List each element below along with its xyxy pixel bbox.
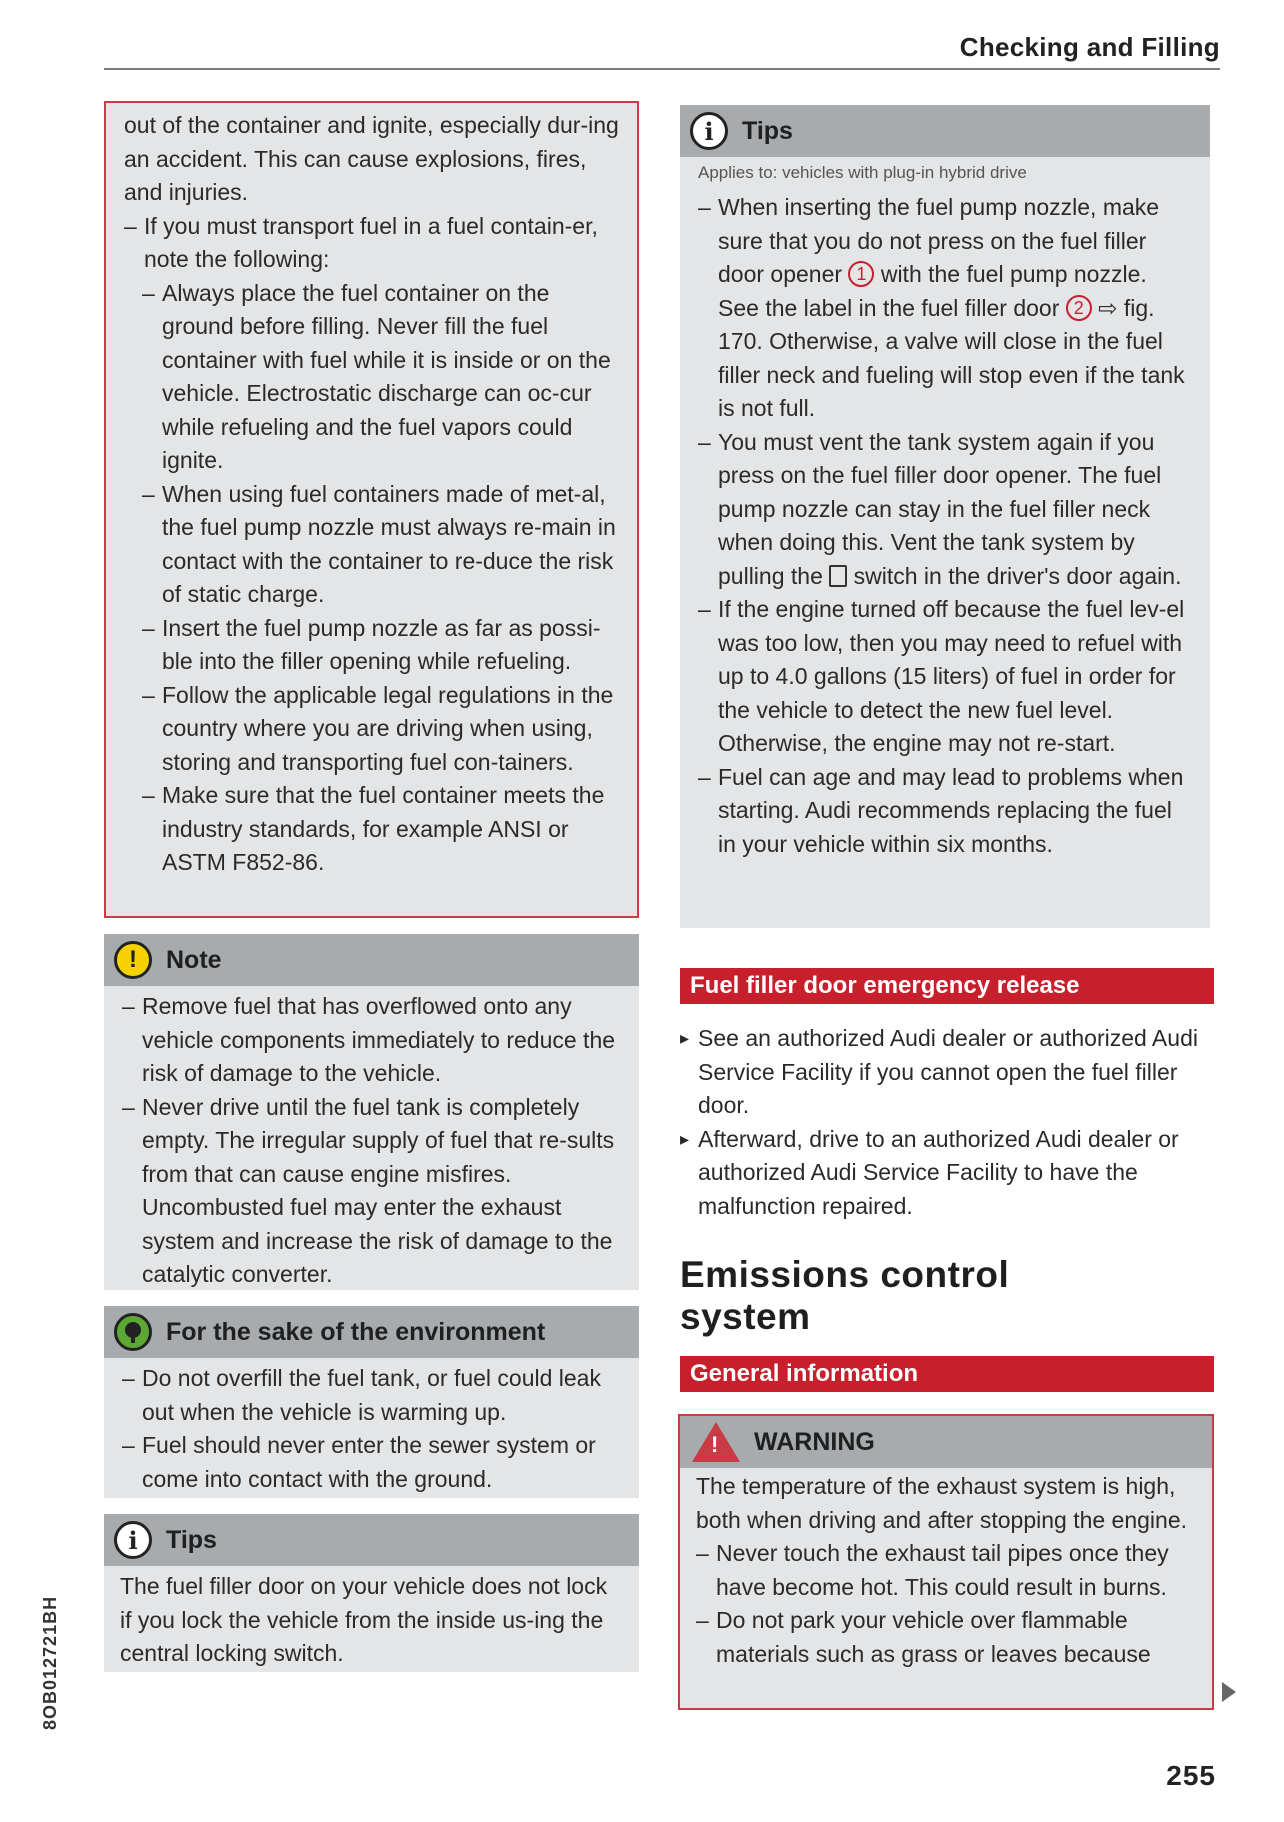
- tips-item: [698, 191, 1194, 426]
- tips-header-left: [104, 1514, 639, 1566]
- warning-subitem: – Always place the fuel container on the ground before filling. Never fill the fuel container with fuel while it is inside or on the vehicle. Electrostatic discharge can oc-cur while refueling and the fuel vapors could ignite.: [124, 277, 619, 478]
- environment-header: [104, 1306, 639, 1358]
- note-item: – Never drive until the fuel tank is completely empty. The irregular supply of fuel that re-sults from that can cause engine misfires. Uncombusted fuel may enter the exhaust system and increase the risk of damage to the catalytic converter.: [122, 1091, 621, 1292]
- tips-header-right: [680, 105, 1210, 157]
- section-title: Checking and Filling: [959, 32, 1220, 62]
- environment-item: – Fuel should never enter the sewer system or come into contact with the ground.: [122, 1429, 621, 1496]
- tips-box-right: [680, 105, 1210, 928]
- tips-text-left: The fuel filler door on your vehicle does not lock if you lock the vehicle from the inside us-ing the central locking switch.: [120, 1573, 608, 1666]
- note-header: [104, 934, 639, 986]
- tips-item-text: You must vent the tank system again if you press on the fuel filler door opener. The fuel pump nozzle can stay in the fuel filler neck when doing this. Vent the tank system by pulling the: [718, 428, 1162, 589]
- warning-item: – If you must transport fuel in a fuel contain-er, note the following:: [124, 210, 619, 277]
- document-code: 8OB012721BH: [40, 1595, 60, 1730]
- note-item: – Remove fuel that has overflowed onto any vehicle components immediately to reduce the risk of damage to the vehicle.: [122, 990, 621, 1091]
- warning-header: [680, 1416, 1212, 1468]
- emergency-steps: [680, 1022, 1214, 1223]
- environment-box: [104, 1306, 639, 1498]
- tips-item: – If the engine turned off because the fuel lev-el was too low, then you may need to refuel with up to 4.0 gallons (15 liters) of fuel in order for the vehicle to detect the new fuel level. Otherwise, the engine may not re-start.: [698, 593, 1194, 761]
- warning-continued-box: [104, 101, 639, 918]
- page-header: [104, 30, 1220, 70]
- note-box: [104, 934, 639, 1290]
- callout-number: 2: [1066, 295, 1092, 321]
- tips-item-text: switch in the driver's door again.: [853, 562, 1182, 589]
- warning-intro-text: The temperature of the exhaust system is high, both when driving and after stopping the engine.: [696, 1473, 1188, 1533]
- environment-title: For the sake of the environment: [166, 1317, 546, 1346]
- warning-item: – Never touch the exhaust tail pipes once they have become hot. This could result in burns.: [696, 1537, 1198, 1604]
- warning-subitem: – Follow the applicable legal regulations in the country where you are driving when using, storing and transporting fuel con-tainers.: [124, 679, 619, 780]
- info-icon: i: [690, 112, 728, 150]
- page-number: 255: [1166, 1760, 1216, 1791]
- exclamation-icon: !: [114, 941, 152, 979]
- tips-item: – Fuel can age and may lead to problems when starting. Audi recommends replacing the fuel in your vehicle within six months.: [698, 761, 1194, 862]
- instruction-step: ▸ Afterward, drive to an authorized Audi dealer or authorized Audi Service Facility to have the malfunction repaired.: [680, 1123, 1214, 1224]
- continued-arrow-icon: [1222, 1682, 1236, 1702]
- tips-box-left: [104, 1514, 639, 1672]
- note-title: Note: [166, 945, 222, 974]
- warning-subitem: – Make sure that the fuel container meets the industry standards, for example ANSI or ASTM F852-86.: [124, 779, 619, 880]
- warning-subitem: – Insert the fuel pump nozzle as far as possi-ble into the filler opening while refueling.: [124, 612, 619, 679]
- chapter-title: Emissions control system: [680, 1254, 1010, 1337]
- info-icon: i: [114, 1521, 152, 1559]
- tips-title-right: Tips: [742, 116, 793, 145]
- warning-subitem: – When using fuel containers made of met-al, the fuel pump nozzle must always re-main in contact with the container to re-duce the risk of static charge.: [124, 478, 619, 612]
- callout-number: 1: [848, 261, 874, 287]
- section-heading-general-info: General information: [680, 1356, 1214, 1392]
- section-heading-emergency-release: Fuel filler door emergency release: [680, 968, 1214, 1004]
- tips-item-text: When inserting the fuel pump nozzle, make sure that you do not press on the fuel filler door opener: [718, 194, 1160, 287]
- applies-to-note: Applies to: vehicles with plug-in hybrid drive: [698, 163, 1027, 182]
- warning-title: WARNING: [754, 1427, 875, 1456]
- fuel-vent-switch-icon: [829, 565, 847, 587]
- warning-item: – Do not park your vehicle over flammable materials such as grass or leaves because: [696, 1604, 1198, 1671]
- tips-title-left: Tips: [166, 1525, 217, 1554]
- warning-triangle-icon: !: [692, 1422, 740, 1462]
- tips-item-text: with the fuel pump nozzle. See the label in the fuel filler door: [718, 261, 1147, 321]
- tips-item-text: ⇨ fig. 170. Otherwise, a valve will close in the fuel filler neck and fueling will stop even if the tank is not full.: [718, 294, 1185, 421]
- environment-tree-icon: [114, 1313, 152, 1351]
- warning-box: [678, 1414, 1214, 1710]
- environment-item: – Do not overfill the fuel tank, or fuel could leak out when the vehicle is warming up.: [122, 1362, 621, 1429]
- warning-intro: out of the container and ignite, especially dur-ing an accident. This can cause explosions, fires, and injuries.: [124, 112, 619, 205]
- tips-item: [698, 426, 1194, 594]
- instruction-step: ▸ See an authorized Audi dealer or authorized Audi Service Facility if you cannot open the fuel filler door.: [680, 1022, 1214, 1123]
